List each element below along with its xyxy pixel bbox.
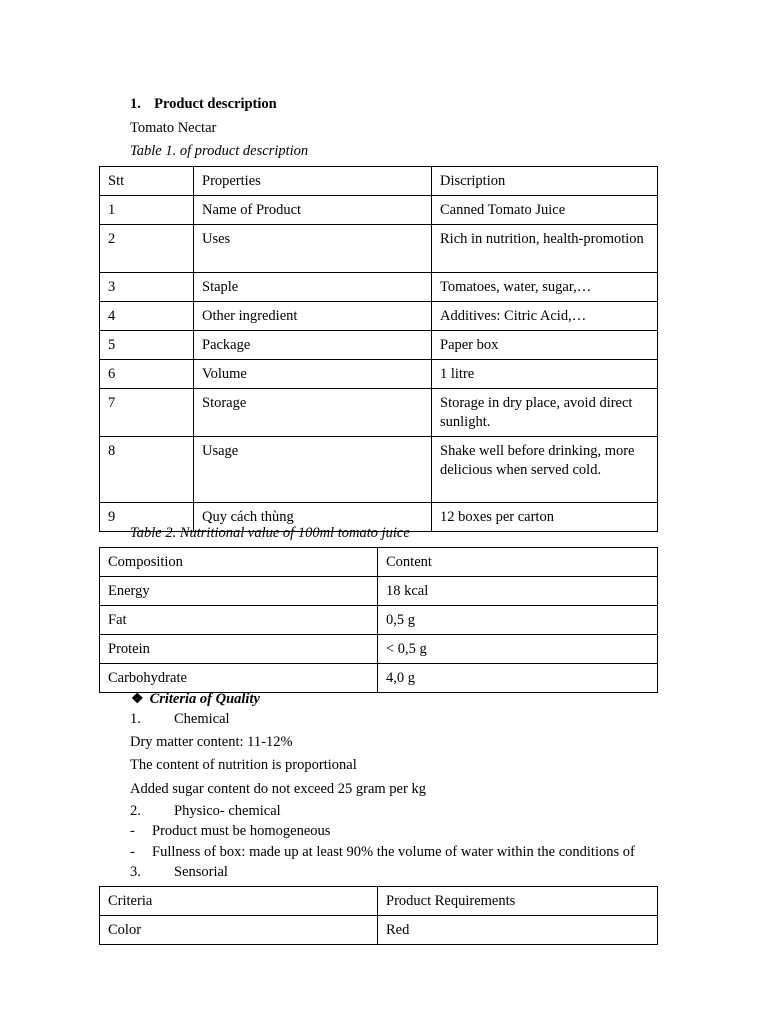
table-cell: Additives: Citric Acid,… [432, 302, 658, 331]
diamond-bullet-icon: ❖ [131, 692, 144, 707]
table-cell: Red [378, 916, 658, 945]
table-cell: < 0,5 g [378, 635, 658, 664]
table-cell: 6 [100, 360, 194, 389]
table-cell: 1 litre [432, 360, 658, 389]
table-cell: Uses [194, 225, 432, 273]
table-cell: Name of Product [194, 196, 432, 225]
section-heading [130, 96, 277, 113]
numbered-item-physico-chemical [130, 803, 281, 820]
chem-line: Dry matter content: 11-12% [130, 734, 293, 750]
header-cell: Product Requirements [378, 887, 658, 916]
table-row [100, 273, 658, 302]
item-label: Sensorial [174, 864, 228, 880]
product-description-table [99, 166, 658, 532]
header-cell: Discription [432, 167, 658, 196]
numbered-item-chemical [130, 711, 230, 728]
table-cell: 0,5 g [378, 606, 658, 635]
table-cell: 4,0 g [378, 664, 658, 693]
table-row [100, 577, 658, 606]
chem-line: The content of nutrition is proportional [130, 757, 357, 773]
table-cell: Protein [100, 635, 378, 664]
item-number: 1. [130, 711, 141, 727]
table-cell: Shake well before drinking, more delicious when served cold. [432, 437, 658, 503]
table-cell: Staple [194, 273, 432, 302]
table-cell: Package [194, 331, 432, 360]
table-header-row [100, 548, 658, 577]
item-label: Physico- chemical [174, 803, 281, 819]
header-cell: Content [378, 548, 658, 577]
table-cell: Rich in nutrition, health-promotion [432, 225, 658, 273]
table-row [100, 635, 658, 664]
header-cell: Properties [194, 167, 432, 196]
dash-marker: - [130, 823, 135, 839]
criteria-heading [131, 691, 260, 708]
section-heading-number: 1. [130, 96, 141, 112]
table-cell: Fat [100, 606, 378, 635]
header-cell: Criteria [100, 887, 378, 916]
table-cell: Canned Tomato Juice [432, 196, 658, 225]
numbered-item-sensorial [130, 864, 228, 881]
nutrition-table [99, 547, 658, 693]
table-row [100, 437, 658, 503]
table-cell: 1 [100, 196, 194, 225]
table-row [100, 225, 658, 273]
table-cell: Quy cách thùng [194, 503, 432, 532]
sensorial-table [99, 886, 658, 945]
table-cell: 18 kcal [378, 577, 658, 606]
table-cell: 8 [100, 437, 194, 503]
table-row [100, 606, 658, 635]
table-cell: Storage [194, 389, 432, 437]
table-row [100, 302, 658, 331]
dash-item-text: Product must be homogeneous [152, 823, 331, 839]
item-number: 3. [130, 864, 141, 880]
product-name: Tomato Nectar [130, 120, 217, 136]
dash-list-item [130, 823, 331, 840]
table-header-row [100, 887, 658, 916]
table-cell: Other ingredient [194, 302, 432, 331]
table-cell: Paper box [432, 331, 658, 360]
table-cell: Storage in dry place, avoid direct sunlight. [432, 389, 658, 437]
table-cell: 2 [100, 225, 194, 273]
section-heading-text: Product description [154, 96, 277, 112]
table-row [100, 916, 658, 945]
table-cell: 4 [100, 302, 194, 331]
header-cell: Stt [100, 167, 194, 196]
table-cell: Tomatoes, water, sugar,… [432, 273, 658, 302]
table-cell: 12 boxes per carton [432, 503, 658, 532]
table-cell: Usage [194, 437, 432, 503]
table-row [100, 664, 658, 693]
table-cell: 5 [100, 331, 194, 360]
chem-line: Added sugar content do not exceed 25 gram per kg [130, 781, 426, 797]
table-row [100, 196, 658, 225]
table-cell: Color [100, 916, 378, 945]
table-header-row [100, 167, 658, 196]
table-row [100, 331, 658, 360]
table-cell: 3 [100, 273, 194, 302]
table1-caption: Table 1. of product description [130, 143, 309, 159]
table-cell: Volume [194, 360, 432, 389]
item-number: 2. [130, 803, 141, 819]
criteria-title: Criteria of Quality [149, 691, 260, 707]
dash-list-item [130, 844, 635, 861]
table-cell: Energy [100, 577, 378, 606]
table-cell: Carbohydrate [100, 664, 378, 693]
dash-marker: - [130, 844, 135, 860]
table2-caption: Table 2. Nutritional value of 100ml tomato juice [130, 525, 410, 541]
header-cell: Composition [100, 548, 378, 577]
table-row [100, 360, 658, 389]
table-cell: 7 [100, 389, 194, 437]
item-label: Chemical [174, 711, 230, 727]
table-row [100, 389, 658, 437]
dash-item-text: Fullness of box: made up at least 90% the volume of water within the conditions of [152, 844, 635, 860]
table-cell: 9 [100, 503, 194, 532]
